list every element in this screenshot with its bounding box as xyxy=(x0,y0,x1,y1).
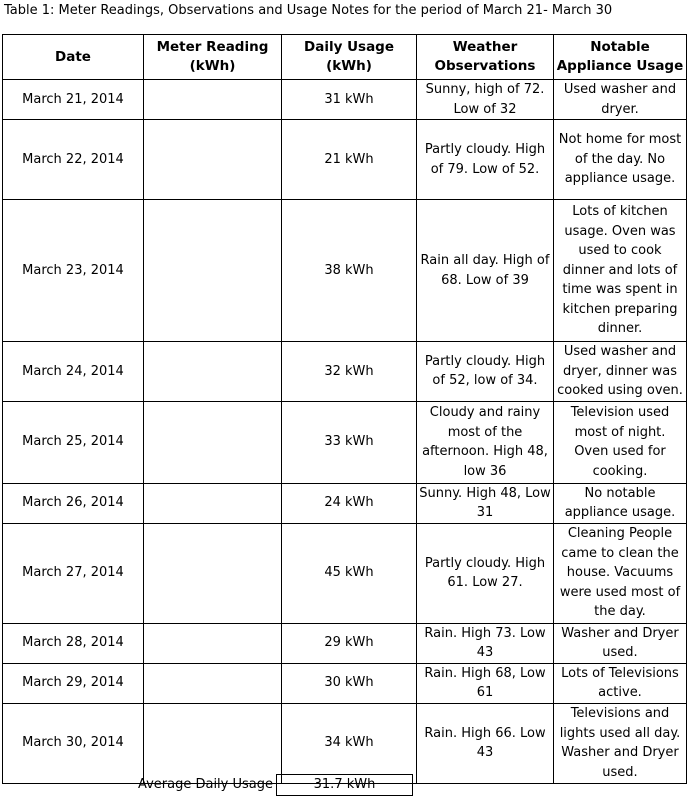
appliance-cell: Televisions and lights used all day. Washer and Dryer used. xyxy=(554,703,687,783)
date-cell: March 26, 2014 xyxy=(3,483,144,523)
daily-usage-cell: 32 kWh xyxy=(282,342,417,402)
appliance-cell: Lots of kitchen usage. Oven was used to cook dinner and lots of time was spent in kitchen preparing dinner. xyxy=(554,200,687,342)
appliance-cell: Used washer and dryer. xyxy=(554,80,687,120)
table-row xyxy=(3,623,687,663)
header-appliance: Notable Appliance Usage xyxy=(554,35,687,80)
date-cell: March 30, 2014 xyxy=(3,703,144,783)
daily-usage-cell: 34 kWh xyxy=(282,703,417,783)
table-row xyxy=(3,663,687,703)
daily-usage-cell: 21 kWh xyxy=(282,120,417,200)
meter-reading-cell xyxy=(144,523,282,623)
table-row xyxy=(3,342,687,402)
table-row xyxy=(3,483,687,523)
appliance-cell: Cleaning People came to clean the house. Vacuums were used most of the day. xyxy=(554,523,687,623)
header-meter-reading: Meter Reading (kWh) xyxy=(144,35,282,80)
daily-usage-cell: 31 kWh xyxy=(282,80,417,120)
weather-cell: Rain. High 73. Low 43 xyxy=(417,623,554,663)
date-cell: March 21, 2014 xyxy=(3,80,144,120)
daily-usage-cell: 38 kWh xyxy=(282,200,417,342)
date-cell: March 27, 2014 xyxy=(3,523,144,623)
meter-reading-cell xyxy=(144,401,282,483)
daily-usage-cell: 33 kWh xyxy=(282,401,417,483)
table-header-row xyxy=(3,35,687,80)
weather-cell: Rain. High 66. Low 43 xyxy=(417,703,554,783)
weather-cell: Partly cloudy. High 61. Low 27. xyxy=(417,523,554,623)
appliance-cell: Not home for most of the day. No appliance usage. xyxy=(554,120,687,200)
table-row xyxy=(3,80,687,120)
appliance-cell: Washer and Dryer used. xyxy=(554,623,687,663)
meter-reading-cell xyxy=(144,703,282,783)
weather-cell: Rain. High 68, Low 61 xyxy=(417,663,554,703)
daily-usage-cell: 29 kWh xyxy=(282,623,417,663)
table-row xyxy=(3,200,687,342)
weather-cell: Rain all day. High of 68. Low of 39 xyxy=(417,200,554,342)
meter-readings-table xyxy=(2,34,687,784)
weather-cell: Cloudy and rainy most of the afternoon. High 48, low 36 xyxy=(417,401,554,483)
weather-cell: Sunny. High 48, Low 31 xyxy=(417,483,554,523)
table-row xyxy=(3,401,687,483)
meter-reading-cell xyxy=(144,200,282,342)
table-row xyxy=(3,703,687,783)
meter-reading-cell xyxy=(144,663,282,703)
weather-cell: Partly cloudy. High of 79. Low of 52. xyxy=(417,120,554,200)
average-row xyxy=(0,774,692,796)
appliance-cell: No notable appliance usage. xyxy=(554,483,687,523)
meter-reading-cell xyxy=(144,623,282,663)
weather-cell: Sunny, high of 72. Low of 32 xyxy=(417,80,554,120)
appliance-cell: Lots of Televisions active. xyxy=(554,663,687,703)
header-daily-usage: Daily Usage (kWh) xyxy=(282,35,417,80)
date-cell: March 24, 2014 xyxy=(3,342,144,402)
date-cell: March 28, 2014 xyxy=(3,623,144,663)
date-cell: March 29, 2014 xyxy=(3,663,144,703)
appliance-cell: Television used most of night. Oven used for cooking. xyxy=(554,401,687,483)
table-row xyxy=(3,120,687,200)
date-cell: March 23, 2014 xyxy=(3,200,144,342)
meter-reading-cell xyxy=(144,483,282,523)
meter-reading-cell xyxy=(144,342,282,402)
daily-usage-cell: 30 kWh xyxy=(282,663,417,703)
appliance-cell: Used washer and dryer, dinner was cooked using oven. xyxy=(554,342,687,402)
header-date: Date xyxy=(3,35,144,80)
meter-reading-cell xyxy=(144,120,282,200)
date-cell: March 25, 2014 xyxy=(3,401,144,483)
average-label: Average Daily Usage xyxy=(137,777,273,792)
daily-usage-cell: 45 kWh xyxy=(282,523,417,623)
daily-usage-cell: 24 kWh xyxy=(282,483,417,523)
weather-cell: Partly cloudy. High of 52, low of 34. xyxy=(417,342,554,402)
average-value: 31.7 kWh xyxy=(276,774,413,796)
meter-reading-cell xyxy=(144,80,282,120)
header-weather: Weather Observations xyxy=(417,35,554,80)
date-cell: March 22, 2014 xyxy=(3,120,144,200)
table-row xyxy=(3,523,687,623)
table-caption: Table 1: Meter Readings, Observations and Usage Notes for the period of March 21- March 30 xyxy=(4,3,613,18)
